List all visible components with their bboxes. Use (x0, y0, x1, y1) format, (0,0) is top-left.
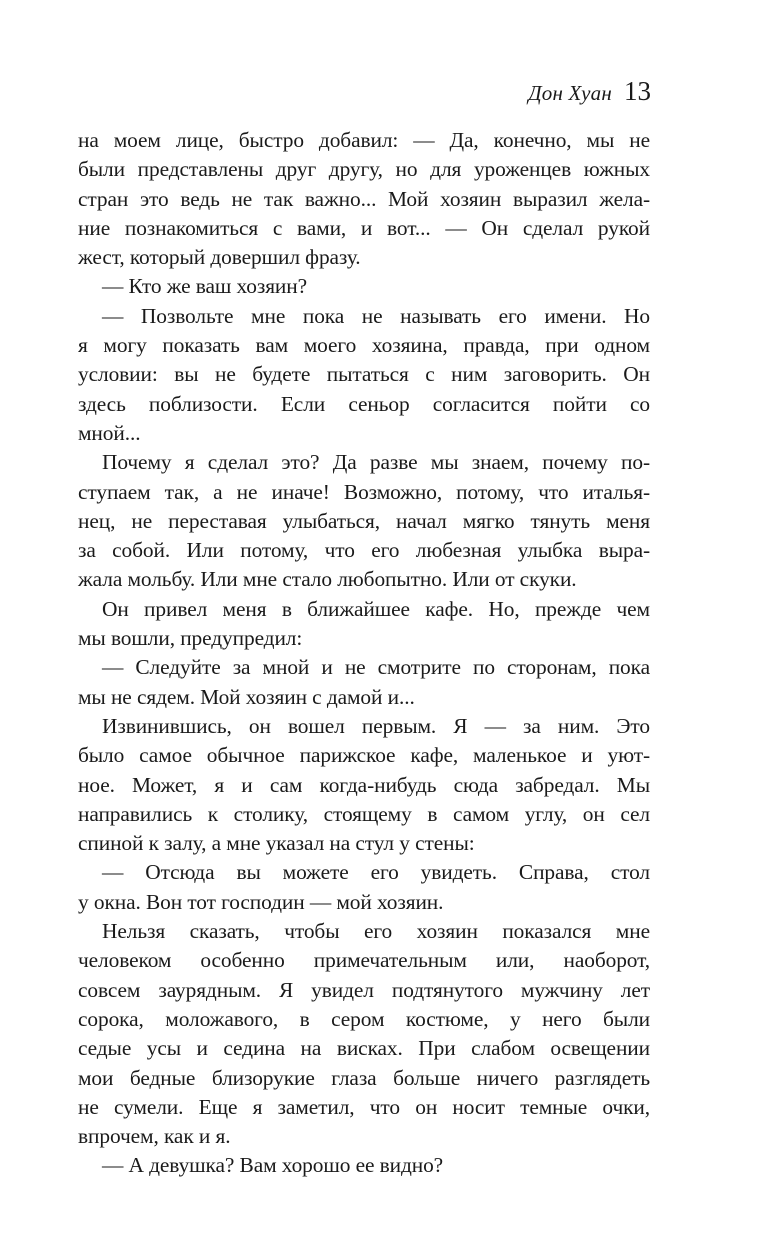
paragraph (78, 917, 650, 1151)
paragraph (78, 712, 650, 858)
text-line: мы не сядем. Мой хозяин с дамой и... (78, 684, 415, 709)
text-line: Почему я сделал это? Да разве мы знаем, почему по- (102, 450, 650, 475)
running-title: Дон Хуан (528, 81, 612, 105)
text-line: условии: вы не будете пытаться с ним заговорить. Он (78, 362, 650, 387)
text-line: Нельзя сказать, чтобы его хозяин показался мне (102, 919, 650, 944)
text-line: мной... (78, 420, 141, 445)
text-line: — Следуйте за мной и не смотрите по сторонам, пока (102, 655, 650, 680)
text-line: седые усы и седина на висках. При слабом освещении (78, 1036, 650, 1061)
text-line: не сумели. Еще я заметил, что он носит темные очки, (78, 1094, 650, 1119)
text-line: — Позвольте мне пока не называть его имени. Но (102, 303, 650, 328)
text-line: — Кто же ваш хозяин? (102, 274, 308, 299)
text-line: мы вошли, предупредил: (78, 626, 303, 651)
paragraph (78, 448, 650, 594)
paragraph (78, 653, 650, 712)
text-line: здесь поблизости. Если сеньор согласится пойти со (78, 391, 650, 416)
text-line: спиной к залу, а мне указал на стул у стены: (78, 831, 475, 856)
paragraph (78, 858, 650, 917)
text-line: я могу показать вам моего хозяина, правда, при одном (78, 333, 650, 358)
body-text (78, 126, 650, 1181)
text-line: стран это ведь не так важно... Мой хозяин выразил жела- (78, 186, 650, 211)
paragraph (78, 1151, 650, 1180)
text-line: Он привел меня в ближайшее кафе. Но, прежде чем (102, 596, 650, 621)
text-line: было самое обычное парижское кафе, маленькое и уют- (78, 743, 650, 768)
page-number: 13 (624, 76, 651, 106)
text-line: ступаем так, а не иначе! Возможно, потому, что италья- (78, 479, 650, 504)
text-line: были представлены друг другу, но для уроженцев южных (78, 157, 650, 182)
text-line: мои бедные близорукие глаза больше ничего разглядеть (78, 1065, 650, 1090)
text-line: нец, не переставая улыбаться, начал мягко тянуть меня (78, 508, 650, 533)
text-line: ное. Может, я и сам когда-нибудь сюда забредал. Мы (78, 772, 650, 797)
text-line: на моем лице, быстро добавил: — Да, конечно, мы не (78, 128, 650, 152)
paragraph (78, 595, 650, 654)
text-line: совсем заурядным. Я увидел подтянутого мужчину лет (78, 977, 650, 1002)
running-header (0, 76, 651, 107)
paragraph (78, 302, 650, 448)
text-line: Извинившись, он вошел первым. Я — за ним. Это (102, 713, 650, 738)
paragraph (78, 272, 650, 301)
text-line: за собой. Или потому, что его любезная улыбка выра- (78, 538, 650, 563)
text-line: жест, который довершил фразу. (78, 245, 361, 270)
text-line: впрочем, как и я. (78, 1124, 231, 1149)
text-line: сорока, моложавого, в сером костюме, у него были (78, 1006, 650, 1031)
text-line: — Отсюда вы можете его увидеть. Справа, стол (102, 860, 650, 885)
text-line: — А девушка? Вам хорошо ее видно? (102, 1153, 444, 1178)
text-line: направились к столику, стоящему в самом углу, он сел (78, 801, 650, 826)
text-line: жала мольбу. Или мне стало любопытно. Или от скуки. (78, 567, 577, 592)
text-line: ние познакомиться с вами, и вот... — Он сделал рукой (78, 215, 650, 240)
text-line: человеком особенно примечательным или, наоборот, (78, 948, 650, 973)
paragraph (78, 126, 650, 272)
text-line: у окна. Вон тот господин — мой хозяин. (78, 889, 444, 914)
